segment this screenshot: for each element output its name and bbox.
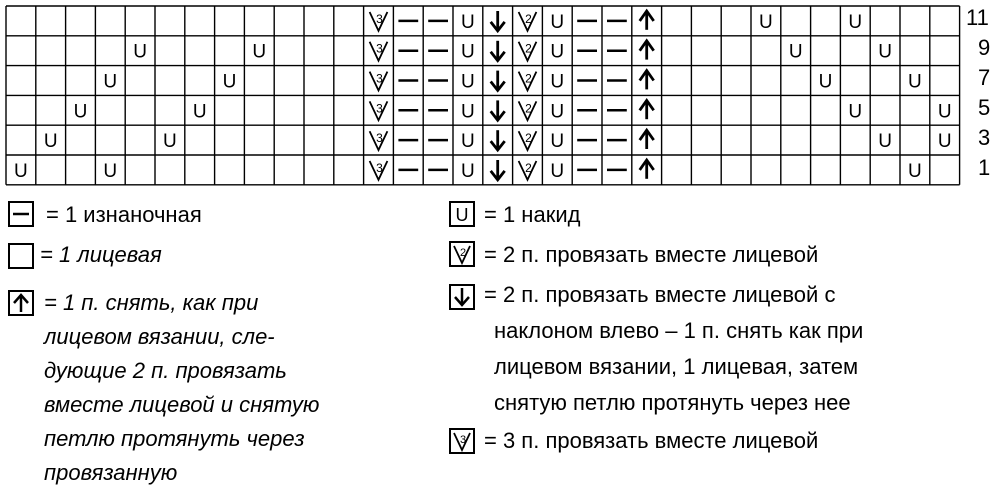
cell-yarn-over <box>103 72 117 93</box>
cell-yarn-over <box>461 101 475 122</box>
legend-knit: = 1 лицевая <box>40 242 162 267</box>
legend-ssk-line-1: = 2 п. провязать вместе лицевой с <box>484 282 836 307</box>
cell-yarn-over <box>878 131 892 152</box>
svg-text:3: 3 <box>376 11 383 26</box>
cell-yarn-over <box>550 72 564 93</box>
legend-sl2tog-line-1: = 1 п. снять, как при <box>44 290 259 315</box>
cell-yarn-over <box>878 42 892 63</box>
svg-text:U: U <box>937 131 952 153</box>
svg-text:3: 3 <box>376 101 383 116</box>
legend-sl2tog-line-6: провязанную <box>44 460 178 485</box>
svg-text:U: U <box>103 71 118 93</box>
svg-text:U: U <box>461 41 475 63</box>
cell-yarn-over <box>223 72 237 93</box>
legend-k2tog: = 2 п. провязать вместе лицевой <box>484 242 819 267</box>
svg-text:2: 2 <box>525 11 532 26</box>
svg-text:U: U <box>222 71 237 93</box>
svg-text:U: U <box>192 101 207 123</box>
cell-yarn-over <box>759 12 773 33</box>
row-number-7: 7 <box>978 65 991 90</box>
cell-k3tog <box>370 161 388 180</box>
svg-text:3: 3 <box>376 71 383 86</box>
cell-k2tog <box>519 131 537 150</box>
svg-text:U: U <box>908 71 922 93</box>
cell-ssk <box>491 130 505 150</box>
svg-text:3: 3 <box>459 434 467 446</box>
cell-yarn-over <box>74 101 88 122</box>
svg-text:U: U <box>461 101 475 123</box>
cell-slip-knit-pass <box>640 160 654 179</box>
cell-slip-knit-pass <box>640 11 654 30</box>
cell-yarn-over <box>163 131 177 152</box>
legend-ssk-line-2: наклоном влево – 1 п. снять как при <box>494 318 864 343</box>
cell-slip-knit-pass <box>640 41 654 60</box>
svg-text:U: U <box>878 131 892 153</box>
svg-text:U: U <box>937 101 952 123</box>
svg-text:U: U <box>252 41 267 63</box>
cell-k2tog <box>519 42 537 61</box>
cell-yarn-over <box>938 101 952 122</box>
cell-k3tog <box>370 42 388 61</box>
svg-text:2: 2 <box>525 71 532 86</box>
svg-text:U: U <box>759 11 773 33</box>
svg-text:U: U <box>878 41 892 63</box>
cell-yarn-over <box>461 72 475 93</box>
svg-text:3: 3 <box>376 160 383 175</box>
cell-yarn-over <box>550 12 564 33</box>
cell-yarn-over <box>193 101 207 122</box>
svg-text:U: U <box>461 71 475 93</box>
svg-text:U: U <box>848 101 863 123</box>
legend-sl2tog-line-4: вместе лицевой и снятую <box>44 392 320 417</box>
cell-yarn-over <box>908 161 922 182</box>
cell-yarn-over <box>848 101 862 122</box>
k3tog-symbol-icon <box>449 428 475 454</box>
cell-k2tog <box>519 101 537 120</box>
row-number-3: 3 <box>978 125 991 150</box>
cell-yarn-over <box>461 131 475 152</box>
legend-ssk-line-4: снятую петлю протянуть через нее <box>494 390 851 415</box>
cell-yarn-over <box>789 42 803 63</box>
cell-k3tog <box>370 101 388 120</box>
svg-text:U: U <box>788 41 803 63</box>
cell-yarn-over <box>14 161 28 182</box>
svg-text:U: U <box>43 131 58 153</box>
cell-yarn-over <box>550 101 564 122</box>
cell-yarn-over <box>819 72 833 93</box>
svg-text:2: 2 <box>525 131 532 146</box>
slip-knit-pass-symbol-icon <box>8 290 34 316</box>
cell-slip-knit-pass <box>640 100 654 119</box>
svg-text:2: 2 <box>525 101 532 116</box>
row-number-9: 9 <box>978 35 991 60</box>
svg-text:U: U <box>550 71 565 93</box>
svg-text:U: U <box>73 101 88 123</box>
svg-text:U: U <box>550 101 565 123</box>
cell-yarn-over <box>44 131 58 152</box>
svg-text:U: U <box>818 71 833 93</box>
cell-yarn-over <box>133 42 147 63</box>
cell-slip-knit-pass <box>640 71 654 90</box>
cell-k3tog <box>370 131 388 150</box>
ssk-symbol-icon <box>449 284 475 310</box>
legend-k3tog: = 3 п. провязать вместе лицевой <box>484 428 819 453</box>
svg-text:U: U <box>103 160 118 182</box>
purl-symbol-icon <box>8 201 34 227</box>
svg-text:3: 3 <box>376 41 383 56</box>
cell-k2tog <box>519 72 537 91</box>
svg-text:2: 2 <box>459 247 467 259</box>
cell-yarn-over <box>461 161 475 182</box>
cell-yarn-over <box>550 131 564 152</box>
legend-purl: = 1 изнаночная <box>46 202 202 227</box>
svg-text:U: U <box>133 41 147 63</box>
cell-ssk <box>491 160 505 180</box>
svg-text:U: U <box>550 41 565 63</box>
svg-text:U: U <box>550 11 565 33</box>
cell-yarn-over <box>938 131 952 152</box>
cell-k3tog <box>370 72 388 91</box>
cell-yarn-over <box>103 161 117 182</box>
cell-yarn-over <box>252 42 266 63</box>
legend-sl2tog-line-3: дующие 2 п. провязать <box>44 358 287 383</box>
knit-symbol-icon <box>8 243 34 269</box>
legend-sl2tog-line-2: лицевом вязании, сле- <box>44 324 275 349</box>
cell-yarn-over <box>461 42 475 63</box>
cell-ssk <box>491 11 505 31</box>
svg-text:U: U <box>455 205 469 225</box>
svg-text:U: U <box>163 131 177 153</box>
svg-text:3: 3 <box>376 131 383 146</box>
cell-yarn-over <box>550 42 564 63</box>
cell-yarn-over <box>550 161 564 182</box>
svg-text:U: U <box>461 11 475 33</box>
cell-yarn-over <box>461 12 475 33</box>
knitting-chart <box>0 0 1000 190</box>
svg-text:U: U <box>908 160 922 182</box>
cell-k2tog <box>519 161 537 180</box>
legend-yarn-over: = 1 накид <box>484 202 581 227</box>
k2tog-symbol-icon <box>449 241 475 267</box>
yarn-over-symbol-icon <box>449 201 475 227</box>
svg-text:2: 2 <box>525 41 532 56</box>
row-number-11: 11 <box>966 5 989 30</box>
svg-text:U: U <box>550 160 565 182</box>
svg-text:U: U <box>461 131 475 153</box>
svg-text:U: U <box>848 11 863 33</box>
row-number-5: 5 <box>978 95 991 120</box>
cell-ssk <box>491 100 505 120</box>
legend-ssk-line-3: лицевом вязании, 1 лицевая, затем <box>494 354 859 379</box>
svg-text:2: 2 <box>525 160 532 175</box>
cell-ssk <box>491 41 505 61</box>
cell-k3tog <box>370 12 388 31</box>
svg-text:U: U <box>14 160 28 182</box>
row-number-1: 1 <box>978 155 991 180</box>
cell-ssk <box>491 71 505 91</box>
cell-k2tog <box>519 12 537 31</box>
cell-slip-knit-pass <box>640 130 654 149</box>
legend-sl2tog-line-5: петлю протянуть через <box>44 426 305 451</box>
svg-text:U: U <box>461 160 475 182</box>
cell-yarn-over <box>848 12 862 33</box>
svg-text:U: U <box>550 131 565 153</box>
cell-yarn-over <box>908 72 922 93</box>
